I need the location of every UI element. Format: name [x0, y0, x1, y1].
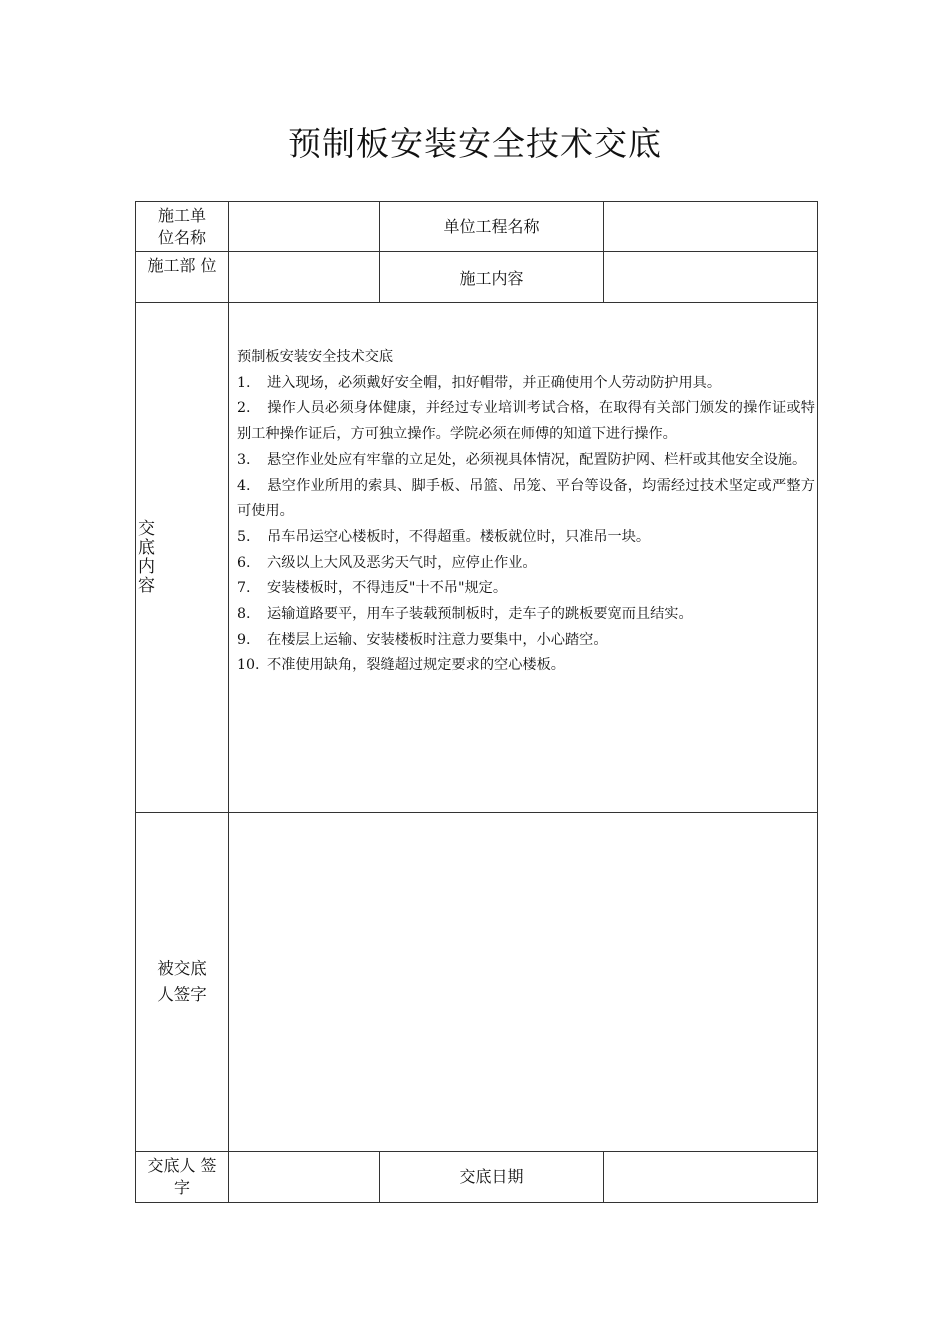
page-title: 预制板安装安全技术交底	[288, 124, 662, 163]
disclosure-item-text: 悬空作业所用的索具、脚手板、吊篮、吊笼、平台等设备，均需经过技术坚定或严整方可使用。	[237, 477, 815, 520]
disclosure-item-text: 吊车吊运空心楼板时，不得超重。楼板就位时，只准吊一块。	[267, 528, 651, 545]
disclosure-item-number: 1.	[237, 374, 251, 391]
disclosure-form-table	[135, 201, 818, 1203]
construction-part-label: 施工部 位	[136, 252, 229, 303]
disclosure-items-list	[237, 371, 815, 679]
disclosure-item-text: 六级以上大风及恶劣天气时，应停止作业。	[267, 554, 537, 571]
unit-name-label-line2: 位名称	[157, 227, 206, 247]
project-name-field[interactable]	[604, 202, 818, 252]
disclosure-item-number: 2.	[237, 400, 251, 417]
row-unit-project	[136, 202, 818, 252]
disclosure-item-number: 10.	[237, 657, 260, 674]
disclosure-date-label: 交底日期	[380, 1152, 604, 1203]
disclosure-item-number: 6.	[237, 554, 251, 571]
unit-name-field[interactable]	[229, 202, 380, 252]
unit-name-label-line1: 施工单	[157, 205, 206, 225]
row-part-content	[136, 252, 818, 303]
disclosure-item-number: 8.	[237, 606, 251, 623]
recipient-sign-field[interactable]	[229, 813, 818, 1152]
disclosure-date-field[interactable]	[604, 1152, 818, 1203]
disclosure-content-label	[136, 303, 229, 813]
disclosure-item-text: 运输道路要平，用车子装载预制板时，走车子的跳板要宽而且结实。	[267, 606, 693, 623]
disclosure-item-text: 操作人员必须身体健康，并经过专业培训考试合格，在取得有关部门颁发的操作证或特别工种操作证后，方可独立操作。学院必须在师傅的知道下进行操作。	[237, 400, 815, 443]
disclosure-item-text: 悬空作业处应有牢靠的立足处，必须视具体情况，配置防护网、栏杆或其他安全设施。	[267, 451, 807, 468]
construction-part-field[interactable]	[229, 252, 380, 303]
construction-content-field[interactable]	[604, 252, 818, 303]
disclosure-item-number: 7.	[237, 580, 251, 597]
recipient-sign-label-line2: 人签字	[157, 985, 207, 1004]
disclosure-item-number: 3.	[237, 451, 251, 468]
disclosure-item-text: 在楼层上运输、安装楼板时注意力要集中，小心踏空。	[267, 631, 608, 648]
discloser-sign-field[interactable]	[229, 1152, 380, 1203]
discloser-sign-label-line1: 交底人 签	[147, 1156, 217, 1175]
disclosure-item	[237, 628, 815, 654]
construction-content-label: 施工内容	[380, 252, 604, 303]
row-discloser-date	[136, 1152, 818, 1203]
disclosure-item	[237, 525, 815, 551]
project-name-label: 单位工程名称	[380, 202, 604, 252]
disclosure-item	[237, 551, 815, 577]
disclosure-item-number: 4.	[237, 477, 251, 494]
disclosure-item-number: 5.	[237, 528, 251, 545]
disclosure-item-number: 9.	[237, 631, 251, 648]
recipient-sign-label-line1: 被交底	[157, 959, 207, 978]
disclosure-content-area[interactable]	[229, 303, 818, 813]
discloser-sign-label	[136, 1152, 229, 1203]
disclosure-item-text: 安装楼板时，不得违反"十不吊"规定。	[267, 580, 508, 597]
row-recipient-sign	[136, 813, 818, 1152]
disclosure-item	[237, 602, 815, 628]
disclosure-item	[237, 576, 815, 602]
disclosure-item-text: 进入现场，必须戴好安全帽，扣好帽带，并正确使用个人劳动防护用具。	[267, 374, 722, 391]
unit-name-label	[136, 202, 229, 252]
disclosure-item	[237, 396, 815, 447]
disclosure-item	[237, 653, 815, 679]
disclosure-item	[237, 474, 815, 525]
disclosure-content-title: 预制板安装安全技术交底	[237, 349, 394, 365]
row-disclosure-content	[136, 303, 818, 813]
disclosure-item-text: 不准使用缺角，裂缝超过规定要求的空心楼板。	[267, 657, 565, 674]
disclosure-content-label-text: 交底内容	[138, 518, 155, 596]
discloser-sign-label-line2: 字	[173, 1178, 190, 1197]
disclosure-item	[237, 448, 815, 474]
disclosure-item	[237, 371, 815, 397]
recipient-sign-label	[136, 813, 229, 1152]
